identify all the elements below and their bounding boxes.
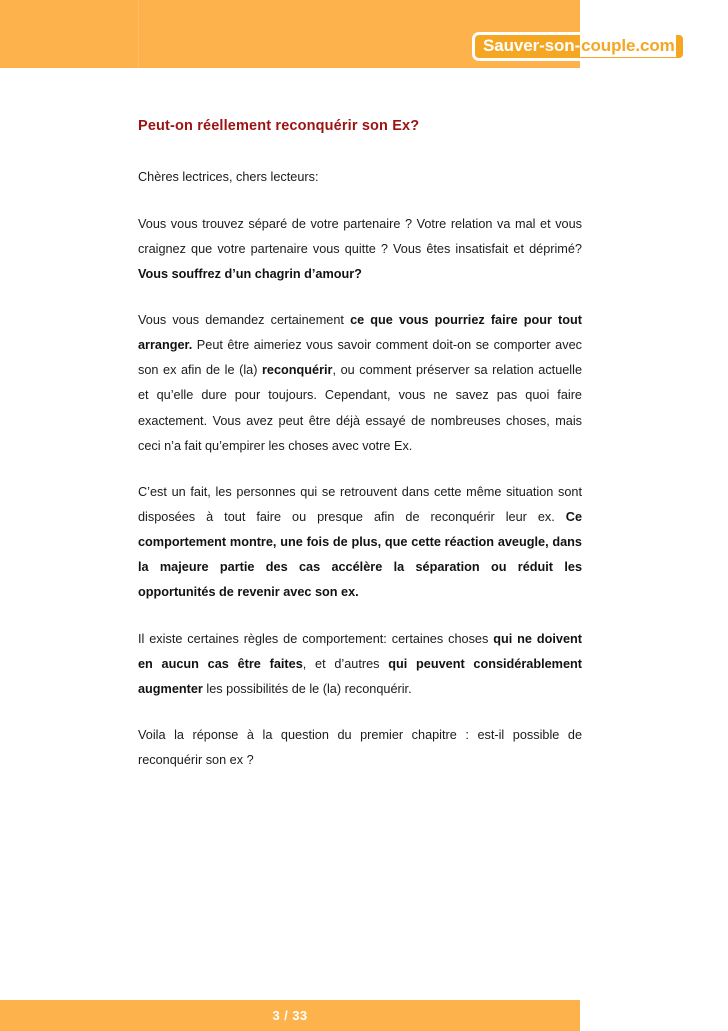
- site-logo-text: [483, 35, 676, 57]
- text-run: , et d’autres: [302, 656, 389, 671]
- text-run-bold: ce que vous pourriez faire pour tout arranger.: [138, 312, 582, 353]
- text-run: les possibilités de le (la) reconquérir.: [202, 681, 412, 696]
- text-run-bold: Ce comportement montre, une fois de plus, que cette réaction aveugle, dans la majeure partie des cas accélère la séparation ou réduit les opportunités de revenir avec son ex.: [138, 509, 582, 600]
- site-logo-text-secondary: couple.com: [581, 35, 675, 55]
- header-divider-rule: [138, 0, 139, 68]
- paragraph-regles: [138, 627, 582, 702]
- text-run-bold: qui ne doivent en aucun cas être faites: [138, 631, 583, 671]
- text-run: Voila la réponse à la question du premier chapitre : est-il possible de reconquérir son ex ?: [138, 727, 582, 768]
- text-run: Il existe certaines règles de comportement: certaines choses: [138, 631, 494, 646]
- text-run: C’est un fait, les personnes qui se retrouvent dans cette même situation sont disposées à tout faire ou presque afin de reconquérir leur ex.: [138, 484, 582, 524]
- site-logo-text-primary: Sauver-son-: [483, 35, 581, 55]
- page-footer: [0, 1000, 580, 1031]
- document-content: [138, 118, 582, 773]
- text-run: Peut être aimeriez vous savoir comment doit-on se comporter avec son ex afin de le (la): [138, 338, 582, 378]
- site-logo-badge[interactable]: [472, 32, 686, 61]
- text-run: Vous vous trouvez séparé de votre partenaire ? Votre relation va mal et vous craignez que votre partenaire vous quitte ? Vous êtes insatisfait et déprimé?: [138, 216, 582, 256]
- page-title: Peut-on réellement reconquérir son Ex?: [138, 118, 420, 134]
- text-run-bold: Vous souffrez d’un chagrin d’amour?: [138, 266, 362, 281]
- paragraph-comportement: [138, 480, 582, 606]
- paragraph-demande: [138, 308, 582, 459]
- text-run: Vous vous demandez certainement: [138, 312, 351, 327]
- paragraph-conclusion: [138, 723, 582, 773]
- paragraph-intro: [138, 212, 582, 287]
- page-number-indicator: 3 / 33: [272, 1008, 308, 1023]
- text-run-bold: qui peuvent considérablement augmenter: [138, 656, 582, 696]
- text-run: , ou comment préserver sa relation actuelle et qu’elle dure pour toujours. Cependant, vous ne savez pas quoi faire exactement. Vous avez peut être déjà essayé de nombreuses choses, mais ceci n’a fait qu’empirer les choses avec votre Ex.: [138, 363, 582, 453]
- text-run-bold: reconquérir: [261, 363, 333, 378]
- text-run: Chères lectrices, chers lecteurs:: [138, 170, 319, 185]
- paragraph-salutation: [138, 165, 582, 190]
